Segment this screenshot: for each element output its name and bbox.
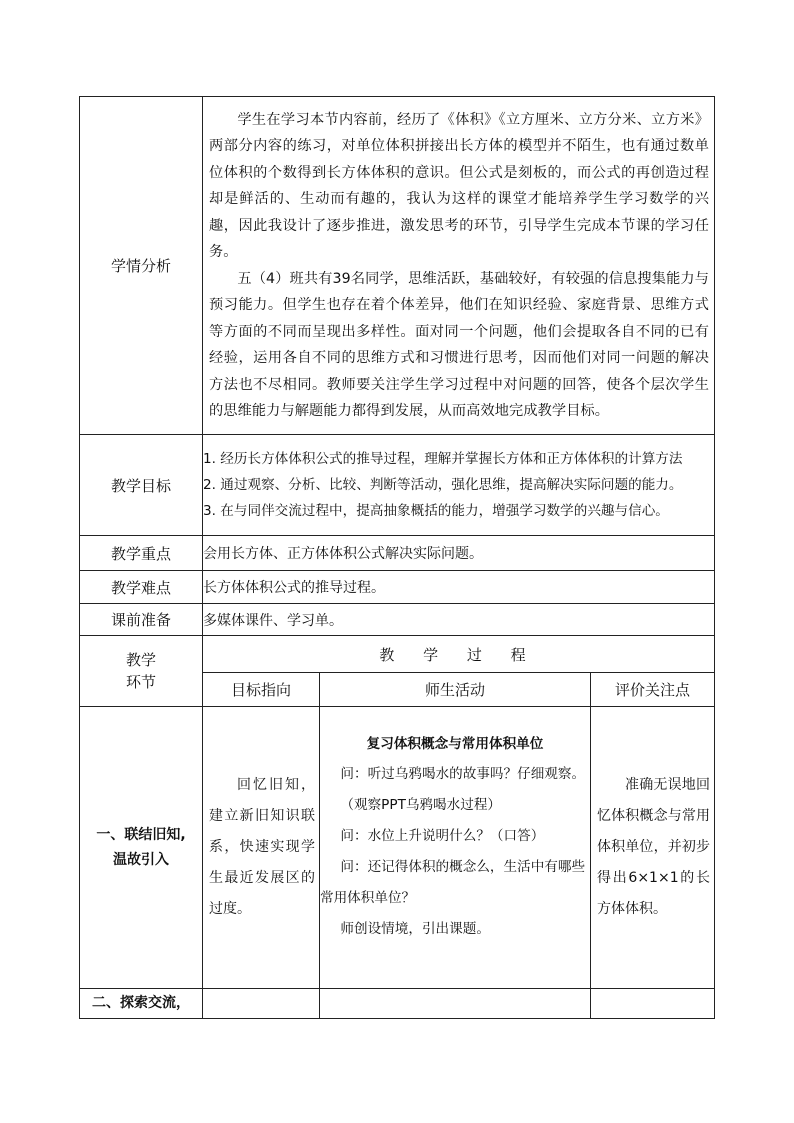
stage2-name: 二、探索交流， [80, 989, 203, 1019]
stage1-goal: 回忆旧知，建立新旧知识联系，快速实现学生最近发展区的过度。 [209, 777, 315, 917]
stage-header [80, 636, 203, 707]
analysis-paragraph-2: 五（4）班共有39名同学，思维活跃，基础较好，有较强的信息搜集能力与预习能力。但学生也存在着个体差异，他们在知识经验、家庭背景、思维方式等方面的不同而呈现出多样性。面对同一个问题，他们会提取各自不同的已有经验，运用各自不同的思维方式和习惯进行思考，因而他们对同一问题的解决方法也不尽相同。教师要关注学生学习过程中对问题的回答，使各个层次学生的思维能力与解题能力都得到发展，从而高效地完成教学目标。 [209, 270, 710, 419]
stage1-activity-line-4: 问：还记得体积的概念么，生活中有哪些常用体积单位？ [320, 859, 586, 906]
stage-header-line2: 环节 [125, 673, 156, 691]
stage1-row [80, 707, 715, 989]
analysis-row [80, 97, 715, 435]
preparation-text: 多媒体课件、学习单。 [203, 604, 715, 636]
stage-header-line1: 教学 [125, 651, 156, 669]
column-goal: 目标指向 [203, 673, 320, 707]
lesson-plan-table [79, 96, 715, 1019]
analysis-paragraph-1: 学生在学习本节内容前，经历了《体积》《立方厘米、立方分米、立方米》两部分内容的练习，对单位体积拼接出长方体的模型并不陌生，也有通过数单位体积的个数得到长方体体积的意识。但公式是刻板的，而公式的再创造过程却是鲜活的、生动而有趣的，我认为这样的课堂才能培养学生学习数学的兴趣，因此我设计了逐步推进，激发思考的环节，引导学生完成本节课的学习任务。 [209, 111, 710, 260]
difficulty-text: 长方体体积公式的推导过程。 [203, 571, 715, 604]
stage2-evaluation-cell [591, 989, 715, 1019]
stage1-activity-line-1: 问：听过乌鸦喝水的故事吗？仔细观察。 [340, 766, 586, 782]
process-title-row [80, 636, 715, 673]
preparation-label: 课前准备 [80, 604, 203, 636]
stage1-activity-line-2: （观察PPT乌鸦喝水过程） [340, 797, 502, 813]
goal-item-3: 3. 在与同伴交流过程中，提高抽象概括的能力，增强学习数学的兴趣与信心。 [203, 503, 669, 519]
difficulty-label: 教学难点 [80, 571, 203, 604]
goals-label: 教学目标 [80, 435, 203, 536]
analysis-label: 学情分析 [80, 97, 203, 435]
goal-item-2: 2. 通过观察、分析、比较、判断等活动，强化思维，提高解决实际问题的能力。 [203, 477, 683, 493]
stage2-row [80, 989, 715, 1019]
stage1-activity-cell [320, 707, 591, 989]
stage1-name-line1: 一、联结旧知, [96, 826, 186, 843]
analysis-content [203, 97, 715, 435]
preparation-row [80, 604, 715, 636]
goals-row [80, 435, 715, 536]
stage1-activity-line-3: 问：水位上升说明什么？（口答） [340, 828, 545, 844]
process-title: 教 学 过 程 [203, 636, 715, 673]
difficulty-row [80, 571, 715, 604]
goals-list [203, 435, 715, 536]
stage2-activity-cell [320, 989, 591, 1019]
stage1-name-line2: 温故引入 [113, 851, 169, 868]
stage1-goal-cell [203, 707, 320, 989]
goal-item-1: 1. 经历长方体体积公式的推导过程，理解并掌握长方体和正方体体积的计算方法 [203, 451, 683, 467]
key-point-row [80, 536, 715, 571]
stage1-activity-title: 复习体积概念与常用体积单位 [366, 736, 544, 752]
stage1-name [80, 707, 203, 989]
column-evaluation: 评价关注点 [591, 673, 715, 707]
column-activity: 师生活动 [320, 673, 591, 707]
stage2-goal-cell [203, 989, 320, 1019]
stage1-activity-line-5: 师创设情境，引出课题。 [340, 921, 490, 937]
stage1-evaluation-cell [591, 707, 715, 989]
key-point-label: 教学重点 [80, 536, 203, 571]
stage1-evaluation: 准确无误地回忆体积概念与常用体积单位，并初步得出6×1×1的长方体体积。 [597, 777, 711, 917]
key-point-text: 会用长方体、正方体体积公式解决实际问题。 [203, 536, 715, 571]
